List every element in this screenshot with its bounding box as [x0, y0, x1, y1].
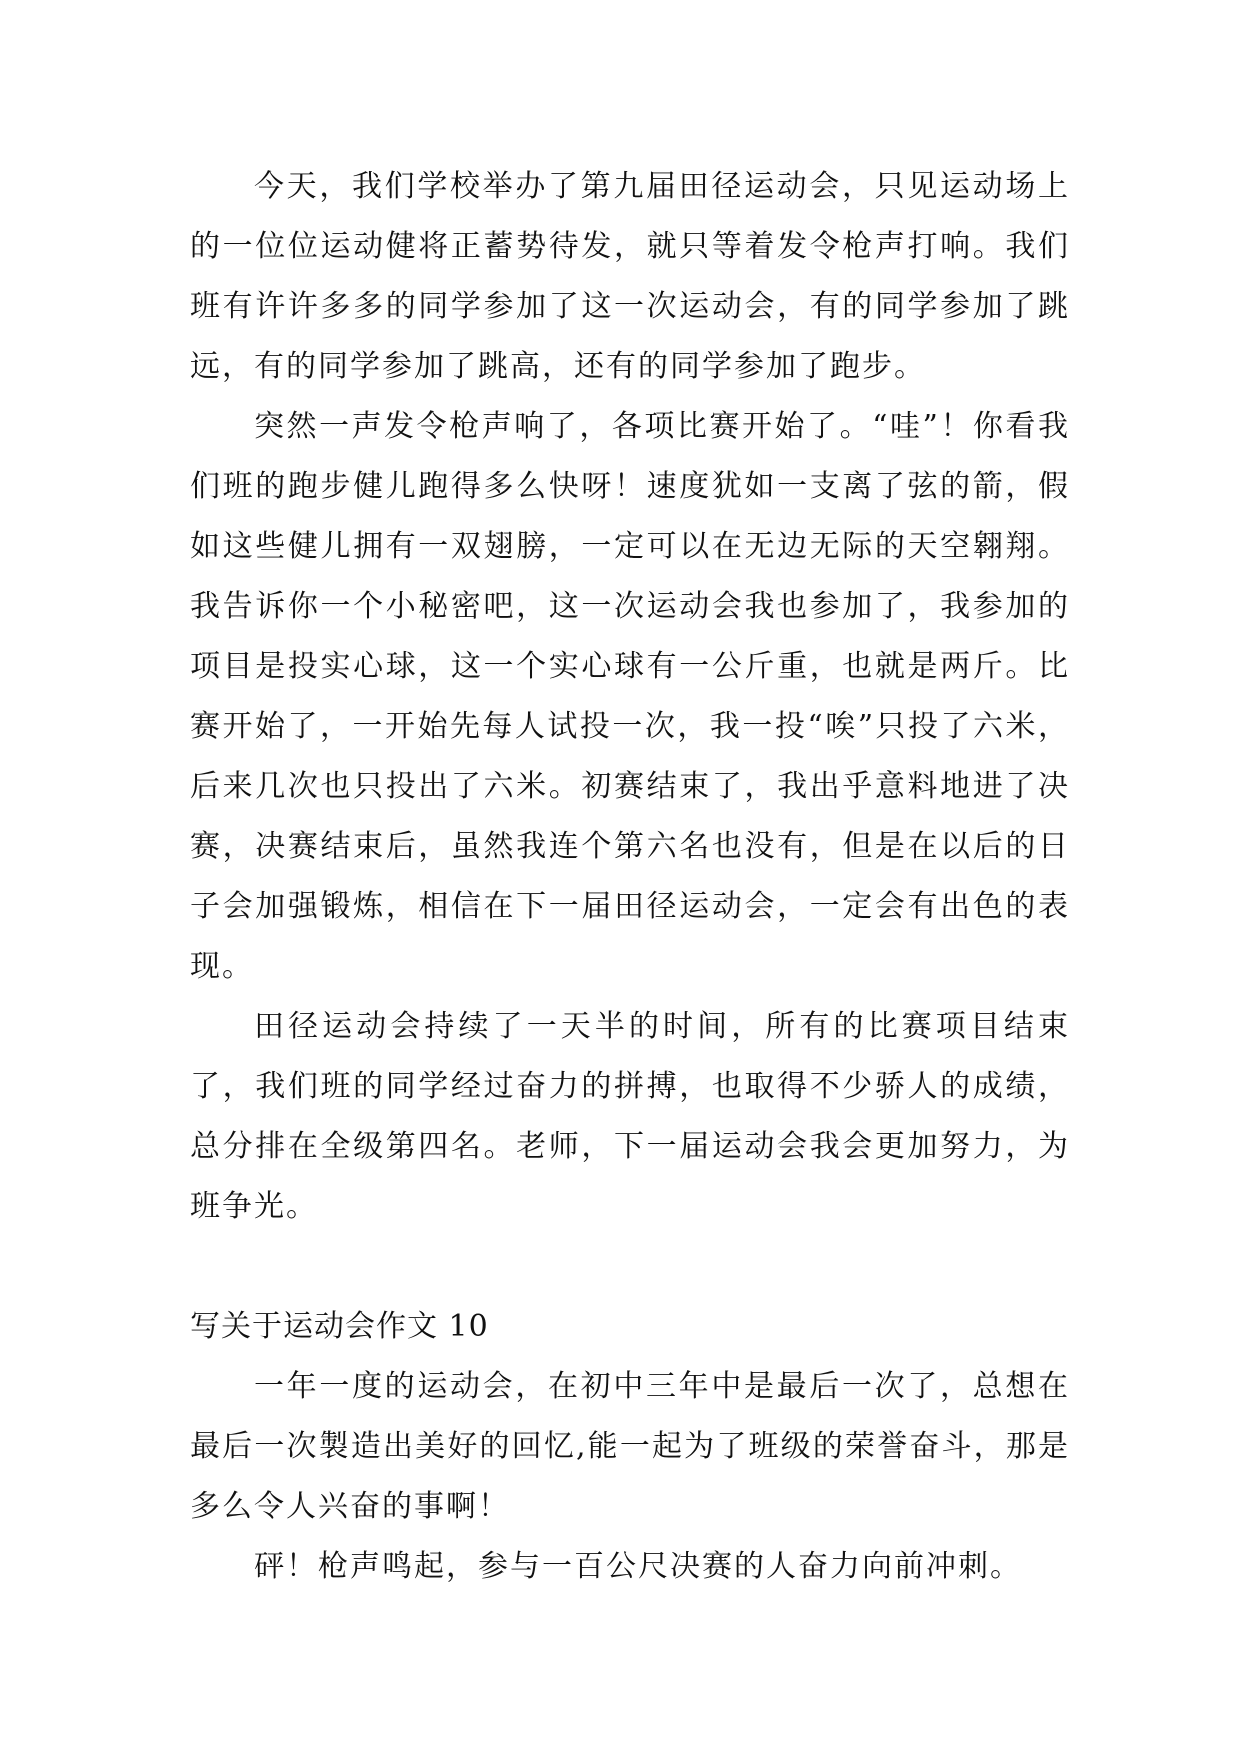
essay-title: 写关于运动会作文 10 [190, 1309, 489, 1344]
paragraph-4: 一年一度的运动会，在初中三年中是最后一次了，总想在最后一次製造出美好的回忆,能一起为了班级的荣誉奋斗，那是多么令人兴奋的事啊！ [190, 1369, 1070, 1524]
paragraph-3: 田径运动会持续了一天半的时间，所有的比赛项目结束了，我们班的同学经过奋力的拼搏，也取得不少骄人的成绩，总分排在全级第四名。老师，下一届运动会我会更加努力，为班争光。 [190, 1009, 1070, 1224]
paragraph-1: 今天，我们学校举办了第九届田径运动会，只见运动场上的一位位运动健将正蓄势待发，就只等着发令枪声打响。我们班有许许多多的同学参加了这一次运动会，有的同学参加了跳远，有的同学参加了跳高，还有的同学参加了跑步。 [190, 169, 1070, 384]
paragraph-2: 突然一声发令枪声响了，各项比赛开始了。“哇”！你看我们班的跑步健儿跑得多么快呀！速度犹如一支离了弦的箭，假如这些健儿拥有一双翅膀，一定可以在无边无际的天空翱翔。我告诉你一个小秘密吧，这一次运动会我也参加了，我参加的项目是投实心球，这一个实心球有一公斤重，也就是两斤。比赛开始了，一开始先每人试投一次，我一投“唉”只投了六米，后来几次也只投出了六米。初赛结束了，我出乎意料地进了决赛，决赛结束后，虽然我连个第六名也没有，但是在以后的日子会加强锻炼，相信在下一届田径运动会，一定会有出色的表现。 [190, 409, 1070, 984]
paragraph-5: 砰！枪声鸣起，参与一百公尺决赛的人奋力向前冲刺。 [254, 1549, 1022, 1584]
essay-body [190, 157, 1070, 1597]
